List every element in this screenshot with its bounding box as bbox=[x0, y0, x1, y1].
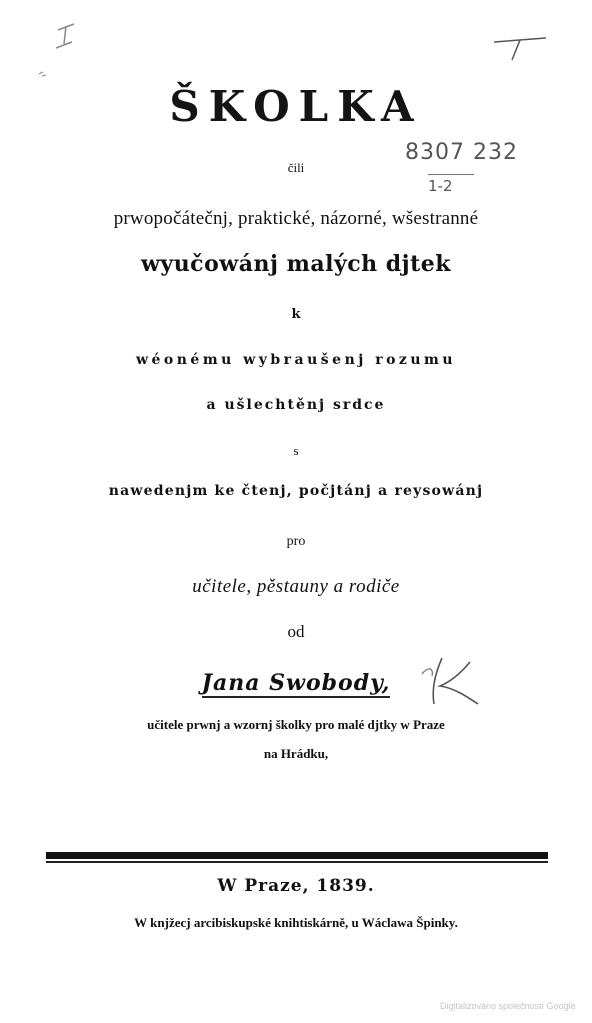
connector-s: s bbox=[293, 443, 299, 458]
author-description: učitele prwnj a wzornj školky pro malé djtky w Praze bbox=[147, 717, 445, 732]
small-dot-mark bbox=[38, 70, 48, 78]
printer-line: W knjžecj arcibiskupské knihtiskárně, u Wáclawa Špinky. bbox=[134, 915, 458, 930]
subtitle-line-1: prwopočátečnj, praktické, názorné, wšestranné bbox=[113, 208, 479, 229]
connector-od: od bbox=[287, 622, 305, 641]
pencil-mark-top-right bbox=[490, 34, 550, 64]
connector-pro: pro bbox=[286, 534, 306, 549]
handwritten-k-mark bbox=[420, 652, 490, 708]
subtitle-line-3: wéonému wybraušenj rozumu bbox=[135, 352, 457, 368]
subtitle-line-5: nawedenjm ke čtenj, počjtánj a reysowánj bbox=[108, 483, 484, 499]
author-name-text: Jana Swobody, bbox=[201, 670, 391, 696]
subtitle-line-2: wyučowánj malých djtek bbox=[140, 251, 452, 277]
author-name bbox=[0, 670, 592, 696]
pencil-mark-top-left bbox=[52, 20, 82, 52]
handwritten-volume: 1-2 bbox=[428, 177, 453, 195]
subtitle-line-4: a ušlechtěnj srdce bbox=[206, 397, 386, 413]
connector-cili: čili bbox=[287, 160, 305, 175]
thick-rule bbox=[46, 852, 548, 859]
connector-k: k bbox=[291, 307, 301, 322]
digitized-note: Digitalizováno společností Google bbox=[440, 1001, 576, 1011]
audience-line: učitele, pěstauny a rodiče bbox=[192, 576, 400, 597]
imprint-place-year: W Praze, 1839. bbox=[217, 876, 375, 896]
book-title: ŠKOLKA bbox=[169, 82, 423, 131]
thin-rule bbox=[46, 861, 548, 863]
author-place: na Hrádku, bbox=[263, 746, 329, 761]
handwritten-shelfmark: 8307 232 bbox=[405, 140, 518, 165]
handwritten-underline bbox=[428, 174, 474, 175]
